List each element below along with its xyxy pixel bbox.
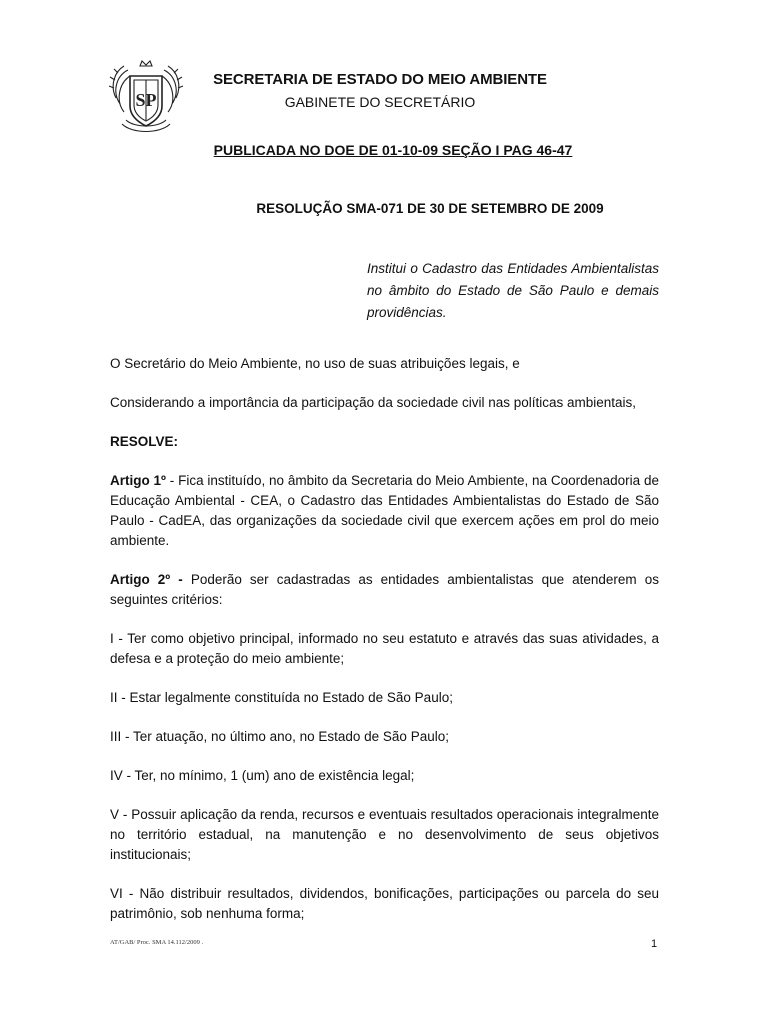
svg-text:SP: SP (135, 90, 157, 110)
footer-process-note: AT/GAB/ Proc. SMA 14.112/2009 . (110, 939, 204, 946)
criterion-iv: IV - Ter, no mínimo, 1 (um) ano de existência legal; (110, 768, 415, 783)
resolve-heading: RESOLVE: (110, 434, 179, 449)
article-1-label: Artigo 1º (110, 473, 166, 488)
considerando-paragraph: Considerando a importância da participação da sociedade civil nas políticas ambientais, (110, 395, 637, 410)
resolution-title: RESOLUÇÃO SMA-071 DE 30 DE SETEMBRO DE 2009 (256, 201, 604, 216)
article-2 (110, 570, 659, 610)
criterion-iii: III - Ter atuação, no último ano, no Estado de São Paulo; (110, 729, 449, 744)
header-title: SECRETARIA DE ESTADO DO MEIO AMBIENTE (213, 71, 547, 88)
document-body (110, 354, 659, 943)
article-2-label: Artigo 2º - (110, 572, 183, 587)
article-1 (110, 471, 659, 551)
ementa-text: Institui o Cadastro das Entidades Ambientalistas no âmbito do Estado de São Paulo e demais providências. (367, 261, 659, 320)
article-2-text: Poderão ser cadastradas as entidades ambientalistas que atenderem os seguintes critérios: (110, 572, 659, 607)
criterion-v: V - Possuir aplicação da renda, recursos e eventuais resultados operacionais integralmente no território estadual, na manutenção e no desenvolvimento de seus objetivos institucionais; (110, 807, 659, 862)
page-number: 1 (651, 938, 658, 950)
publication-line: PUBLICADA NO DOE DE 01-10-09 SEÇÃO I PAG 46-47 (213, 142, 573, 158)
article-1-text: - Fica instituído, no âmbito da Secretaria do Meio Ambiente, na Coordenadoria de Educação Ambiental - CEA, o Cadastro das Entidades Ambientalistas do Estado de São Paulo - CadEA, das organizações da sociedade civil que exercem ações em prol do meio ambiente. (110, 473, 659, 548)
intro-paragraph: O Secretário do Meio Ambiente, no uso de suas atribuições legais, e (110, 356, 520, 371)
header-subtitle: GABINETE DO SECRETÁRIO (284, 94, 476, 110)
criterion-ii: II - Estar legalmente constituída no Estado de São Paulo; (110, 690, 453, 705)
criterion-vi: VI - Não distribuir resultados, dividendos, bonificações, participações ou parcela do seu patrimônio, sob nenhuma forma; (110, 886, 659, 921)
criterion-i: I - Ter como objetivo principal, informado no seu estatuto e através das suas atividades, a defesa e a proteção do meio ambiente; (110, 631, 659, 666)
sao-paulo-coat-of-arms-seal (106, 58, 186, 138)
